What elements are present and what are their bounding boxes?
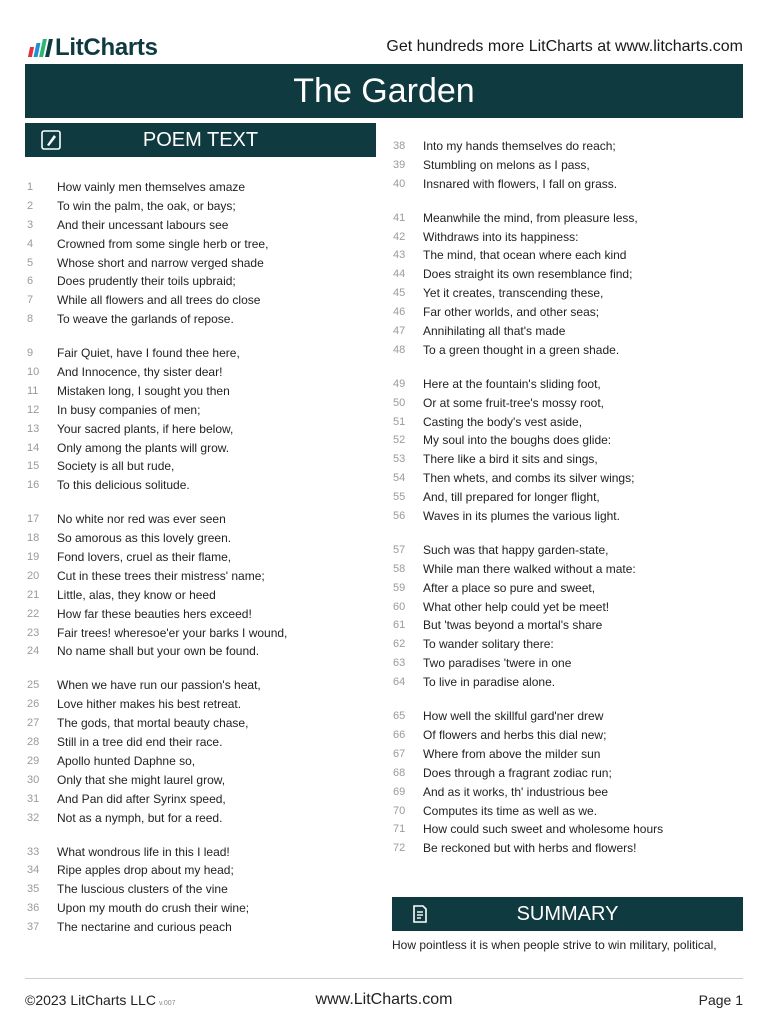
line-number: 19 xyxy=(27,551,40,564)
line-number: 56 xyxy=(393,510,406,523)
poem-line xyxy=(393,209,743,228)
line-number: 52 xyxy=(393,434,406,447)
poem-line xyxy=(27,676,372,695)
page-header xyxy=(25,28,743,64)
stanza-gap xyxy=(393,194,743,209)
poem-line xyxy=(27,733,372,752)
line-number: 12 xyxy=(27,403,40,416)
line-text: Love hither makes his best retreat. xyxy=(57,697,242,712)
poem-line xyxy=(27,771,372,790)
poem-line xyxy=(393,431,743,450)
poem-line xyxy=(393,507,743,526)
poem-line xyxy=(27,197,372,216)
stanza-gap xyxy=(27,661,372,676)
line-text: Stumbling on melons as I pass, xyxy=(423,157,590,172)
footer-divider xyxy=(25,978,743,979)
summary-text: How pointless it is when people strive to win military, political, xyxy=(392,938,717,952)
line-number: 51 xyxy=(393,415,406,428)
line-number: 50 xyxy=(393,396,406,409)
line-number: 61 xyxy=(393,619,406,632)
line-text: After a place so pure and sweet, xyxy=(423,580,596,595)
line-number: 46 xyxy=(393,306,406,319)
poem-line xyxy=(393,450,743,469)
poem-line xyxy=(393,413,743,432)
line-number: 5 xyxy=(27,256,34,269)
poem-line xyxy=(27,363,372,382)
line-number: 68 xyxy=(393,766,406,779)
poem-line xyxy=(27,899,372,918)
version-text: v.007 xyxy=(158,1000,176,1007)
poem-line xyxy=(27,401,372,420)
line-number: 32 xyxy=(27,811,40,824)
line-number: 38 xyxy=(393,140,406,152)
line-text: Waves in its plumes the various light. xyxy=(423,509,620,524)
line-number: 55 xyxy=(393,491,406,504)
line-number: 30 xyxy=(27,773,40,786)
poem-line xyxy=(27,235,372,254)
line-text: Such was that happy garden-state, xyxy=(423,542,609,557)
poem-line xyxy=(27,476,372,495)
line-number: 15 xyxy=(27,460,40,473)
poem-line xyxy=(393,598,743,617)
poem-line xyxy=(393,246,743,265)
line-text: What other help could yet be meet! xyxy=(423,599,610,614)
poem-line xyxy=(393,635,743,654)
line-number: 14 xyxy=(27,441,40,454)
poem-line xyxy=(27,714,372,733)
poem-line xyxy=(393,616,743,635)
line-text: Not as a nymph, but for a reed. xyxy=(57,810,223,825)
line-text: Only that she might laurel grow, xyxy=(57,772,226,787)
poem-line xyxy=(27,752,372,771)
page-title: The Garden xyxy=(25,64,743,118)
poem-line xyxy=(393,488,743,507)
line-number: 9 xyxy=(27,347,34,360)
line-text: Or at some fruit-tree's mossy root, xyxy=(423,395,605,410)
line-text: Be reckoned but with herbs and flowers! xyxy=(423,841,637,856)
logo-bars-icon xyxy=(29,39,51,57)
line-text: How vainly men themselves amaze xyxy=(57,180,246,194)
line-number: 53 xyxy=(393,453,406,466)
line-text: Whose short and narrow verged shade xyxy=(57,255,264,270)
line-text: And, till prepared for longer flight, xyxy=(423,490,600,505)
poem-line xyxy=(393,745,743,764)
line-text: Annihilating all that's made xyxy=(423,324,566,339)
line-text: Here at the fountain's sliding foot, xyxy=(423,376,601,391)
line-text: Your sacred plants, if here below, xyxy=(57,421,234,436)
line-number: 33 xyxy=(27,845,40,858)
line-text: Does straight its own resemblance find; xyxy=(423,267,633,282)
line-number: 4 xyxy=(27,237,34,250)
line-text: Meanwhile the mind, from pleasure less, xyxy=(423,210,638,225)
line-number: 17 xyxy=(27,513,40,526)
line-number: 23 xyxy=(27,626,40,639)
line-text: Mistaken long, I sought you then xyxy=(57,383,230,398)
poem-line xyxy=(27,291,372,310)
line-text: My soul into the boughs does glide: xyxy=(423,433,612,448)
line-text: Insnared with flowers, I fall on grass. xyxy=(423,176,618,191)
poem-text-header xyxy=(25,123,376,157)
line-text: And their uncessant labours see xyxy=(57,217,229,232)
poem-line xyxy=(27,642,372,661)
poem-line xyxy=(27,880,372,899)
line-number: 1 xyxy=(27,181,34,193)
poem-line xyxy=(393,820,743,839)
line-text: Into my hands themselves do reach; xyxy=(423,139,616,153)
line-number: 71 xyxy=(393,823,406,836)
line-text: There like a bird it sits and sings, xyxy=(423,452,598,467)
line-number: 40 xyxy=(393,177,406,190)
line-text: Only among the plants will grow. xyxy=(57,440,230,455)
line-text: To this delicious solitude. xyxy=(57,478,190,493)
poem-line xyxy=(27,586,372,605)
poem-line xyxy=(27,695,372,714)
poem-line xyxy=(393,839,743,858)
line-number: 18 xyxy=(27,532,40,545)
site-link[interactable]: www.LitCharts.com xyxy=(315,991,453,1008)
line-text: Withdraws into its happiness: xyxy=(423,229,579,244)
line-number: 6 xyxy=(27,275,34,288)
line-number: 44 xyxy=(393,268,406,281)
line-text: Little, alas, they know or heed xyxy=(57,587,216,602)
line-text: How far these beauties hers exceed! xyxy=(57,606,252,621)
poem-line xyxy=(393,469,743,488)
line-text: Does through a fragrant zodiac run; xyxy=(423,765,612,780)
line-number: 39 xyxy=(393,158,406,171)
line-text: Does prudently their toils upbraid; xyxy=(57,274,236,289)
poem-line xyxy=(27,254,372,273)
line-text: Apollo hunted Daphne so, xyxy=(57,753,196,768)
poem-line xyxy=(27,567,372,586)
line-number: 31 xyxy=(27,792,40,805)
line-text: To weave the garlands of repose. xyxy=(57,312,234,327)
line-number: 13 xyxy=(27,422,40,435)
poem-line xyxy=(27,457,372,476)
line-text: So amorous as this lovely green. xyxy=(57,531,232,546)
line-number: 58 xyxy=(393,562,406,575)
line-number: 43 xyxy=(393,249,406,262)
line-number: 37 xyxy=(27,921,40,934)
poem-line xyxy=(393,541,743,560)
poem-line xyxy=(27,843,372,862)
litcharts-logo[interactable] xyxy=(29,34,158,62)
poem-line xyxy=(393,284,743,303)
line-number: 65 xyxy=(393,710,406,723)
line-text: Ripe apples drop about my head; xyxy=(57,863,234,878)
line-text: Fond lovers, cruel as their flame, xyxy=(57,550,232,565)
line-number: 24 xyxy=(27,645,40,658)
line-number: 54 xyxy=(393,472,406,485)
line-number: 49 xyxy=(393,377,406,390)
stanza-gap xyxy=(27,495,372,510)
line-text: How well the skillful gard'ner drew xyxy=(423,709,604,724)
poem-line xyxy=(393,764,743,783)
poem-text-label: POEM TEXT xyxy=(142,129,259,151)
poem-line xyxy=(393,375,743,394)
line-text: Computes its time as well as we. xyxy=(423,803,598,818)
poem-line xyxy=(393,341,743,360)
line-number: 59 xyxy=(393,581,406,594)
line-text: The nectarine and curious peach xyxy=(57,920,232,935)
line-text: The luscious clusters of the vine xyxy=(57,882,228,897)
line-number: 11 xyxy=(27,384,39,397)
line-text: To win the palm, the oak, or bays; xyxy=(57,198,236,213)
poem-line xyxy=(27,529,372,548)
poem-line xyxy=(393,228,743,247)
line-number: 60 xyxy=(393,600,406,613)
logo-text: LitCharts xyxy=(55,34,158,61)
poem-line xyxy=(27,624,372,643)
line-text: In busy companies of men; xyxy=(57,402,201,417)
poem-line xyxy=(27,918,372,937)
poem-line xyxy=(27,790,372,809)
line-text: When we have run our passion's heat, xyxy=(57,678,261,693)
line-text: Far other worlds, and other seas; xyxy=(423,305,600,320)
line-number: 26 xyxy=(27,698,40,711)
line-number: 22 xyxy=(27,607,40,620)
stanza-gap xyxy=(27,329,372,344)
poem-line xyxy=(393,394,743,413)
poem-line xyxy=(27,548,372,567)
line-number: 42 xyxy=(393,230,406,243)
poem-line xyxy=(393,802,743,821)
line-text: And Innocence, thy sister dear! xyxy=(57,365,223,380)
poem-line xyxy=(393,156,743,175)
line-text: Two paradises 'twere in one xyxy=(423,656,572,671)
line-number: 34 xyxy=(27,864,40,877)
line-text: Crowned from some single herb or tree, xyxy=(57,236,269,251)
poem-line xyxy=(393,303,743,322)
poem-line xyxy=(393,654,743,673)
line-number: 2 xyxy=(27,199,34,212)
poem-line xyxy=(393,673,743,692)
line-text: How could such sweet and wholesome hours xyxy=(423,822,664,837)
line-number: 16 xyxy=(27,479,40,492)
line-number: 20 xyxy=(27,569,40,582)
line-number: 45 xyxy=(393,287,406,300)
line-number: 3 xyxy=(27,218,34,231)
line-number: 21 xyxy=(27,588,40,601)
line-number: 10 xyxy=(27,366,40,379)
poem-line xyxy=(27,420,372,439)
line-number: 48 xyxy=(393,343,406,356)
line-number: 64 xyxy=(393,676,406,689)
line-text: Fair Quiet, have I found thee here, xyxy=(57,346,240,361)
poem-line xyxy=(393,579,743,598)
poem-line xyxy=(393,265,743,284)
line-text: Cut in these trees their mistress' name; xyxy=(57,568,265,583)
line-text: While all flowers and all trees do close xyxy=(57,293,261,308)
line-text: Upon my mouth do crush their wine; xyxy=(57,901,250,916)
line-text: Then whets, and combs its silver wings; xyxy=(423,471,635,486)
summary-label: SUMMARY xyxy=(516,903,619,925)
line-text: The gods, that mortal beauty chase, xyxy=(57,716,249,731)
line-number: 62 xyxy=(393,638,406,651)
line-text: Of flowers and herbs this dial new; xyxy=(423,727,607,742)
poem-line xyxy=(27,861,372,880)
line-text: To live in paradise alone. xyxy=(423,675,556,690)
line-number: 69 xyxy=(393,785,406,798)
line-text: No white nor red was ever seen xyxy=(57,512,226,527)
line-number: 66 xyxy=(393,728,406,741)
poem-line xyxy=(393,175,743,194)
line-text: Where from above the milder sun xyxy=(423,746,601,761)
stanza-gap xyxy=(393,526,743,541)
line-text: And as it works, th' industrious bee xyxy=(423,784,609,799)
stanza-gap xyxy=(393,360,743,375)
line-text: What wondrous life in this I lead! xyxy=(57,844,230,859)
line-text: But 'twas beyond a mortal's share xyxy=(423,618,603,633)
poem-line xyxy=(27,272,372,291)
line-number: 7 xyxy=(27,294,34,307)
poem-line xyxy=(27,439,372,458)
poem-line xyxy=(27,382,372,401)
poem-line xyxy=(27,510,372,529)
copyright-text: ©2023 LitCharts LLC v.007 xyxy=(25,992,176,1008)
poem-column-left xyxy=(27,178,372,937)
poem-line xyxy=(393,783,743,802)
line-number: 47 xyxy=(393,325,406,338)
promo-text: Get hundreds more LitCharts at www.litcharts.com xyxy=(386,38,743,55)
line-text: Fair trees! wheresoe'er your barks I wound, xyxy=(57,625,288,640)
poem-line xyxy=(27,310,372,329)
poem-line xyxy=(27,809,372,828)
line-number: 57 xyxy=(393,543,406,556)
line-number: 67 xyxy=(393,747,406,760)
page-footer xyxy=(25,990,743,1012)
line-number: 72 xyxy=(393,842,406,855)
line-number: 27 xyxy=(27,717,40,730)
line-number: 28 xyxy=(27,736,40,749)
line-text: The mind, that ocean where each kind xyxy=(423,248,627,263)
line-text: To a green thought in a green shade. xyxy=(423,342,620,357)
stanza-gap xyxy=(27,828,372,843)
poem-line xyxy=(27,344,372,363)
line-text: While man there walked without a mate: xyxy=(423,561,636,576)
line-number: 41 xyxy=(393,211,406,224)
summary-header xyxy=(392,897,743,931)
line-text: Society is all but rude, xyxy=(57,459,175,474)
line-number: 63 xyxy=(393,657,406,670)
poem-line xyxy=(393,322,743,341)
line-number: 70 xyxy=(393,804,406,817)
poem-line xyxy=(393,560,743,579)
line-text: And Pan did after Syrinx speed, xyxy=(57,791,226,806)
line-text: Still in a tree did end their race. xyxy=(57,735,223,750)
poem-line xyxy=(27,178,372,197)
poem-column-right xyxy=(393,137,743,858)
line-number: 29 xyxy=(27,754,40,767)
line-number: 8 xyxy=(27,313,34,326)
stanza-gap xyxy=(393,692,743,707)
poem-line xyxy=(393,726,743,745)
line-text: Yet it creates, transcending these, xyxy=(423,286,604,301)
poem-line xyxy=(27,216,372,235)
poem-line xyxy=(393,137,743,156)
poem-line xyxy=(393,707,743,726)
poem-line xyxy=(27,605,372,624)
line-number: 35 xyxy=(27,883,40,896)
line-number: 25 xyxy=(27,679,40,692)
line-number: 36 xyxy=(27,902,40,915)
line-text: To wander solitary there: xyxy=(423,637,554,652)
line-text: Casting the body's vest aside, xyxy=(423,414,583,429)
line-text: No name shall but your own be found. xyxy=(57,644,260,659)
page-number: Page 1 xyxy=(698,992,743,1008)
